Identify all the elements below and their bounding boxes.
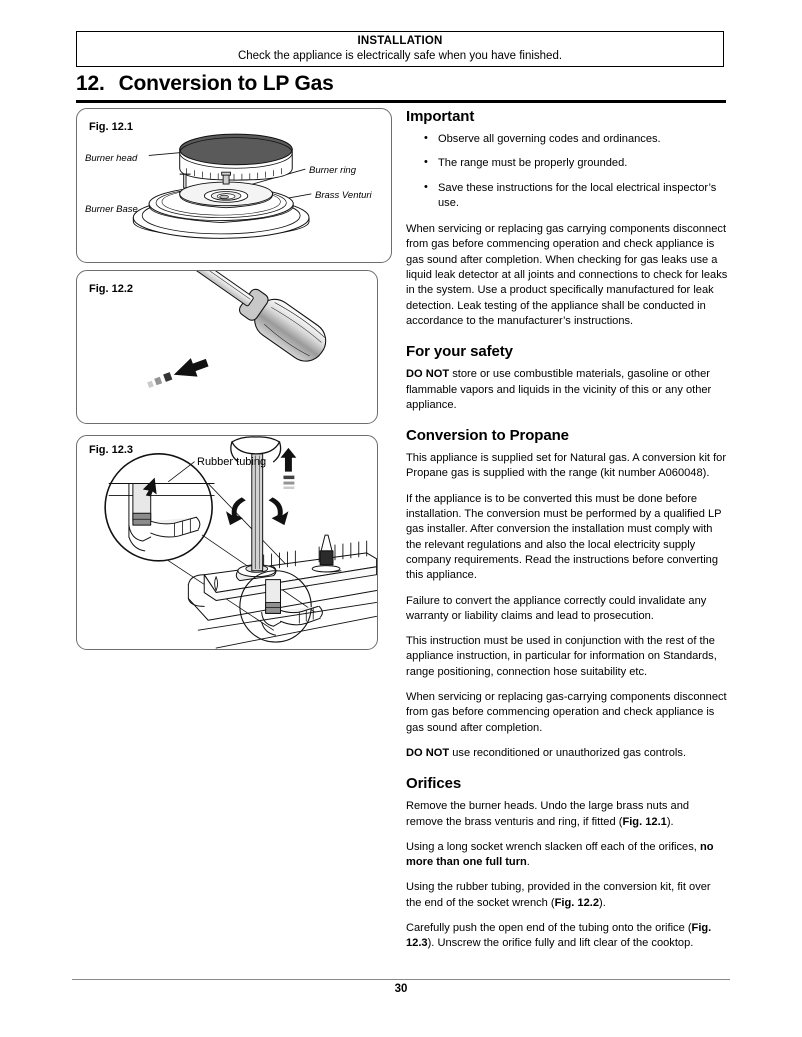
header-subtitle: Check the appliance is electrically safe when you have finished.: [237, 50, 563, 63]
orifices-p1-figref: Fig. 12.1: [622, 815, 667, 828]
callout-burner-ring: Burner ring: [309, 165, 356, 176]
orifices-p2-strong: no more than one full turn: [406, 840, 714, 869]
callout-burner-base: Burner Base: [85, 204, 138, 215]
orifices-paragraph-2: [406, 840, 728, 871]
orifices-p1-text-a: Remove the burner heads. Undo the large brass nuts and remove the brass venturis and ring, if fitted (: [406, 800, 690, 828]
safety-paragraph: [406, 367, 728, 413]
propane-donot-text: use reconditioned or unauthorized gas controls.: [449, 746, 686, 759]
list-item: • The range must be properly grounded.: [426, 156, 728, 171]
orifices-p4-figref: Fig. 12.3: [406, 921, 712, 950]
section-heading: [76, 72, 726, 96]
propane-paragraph: This appliance is supplied set for Natural gas. A conversion kit for Propane gas is supplied with the range (kit number A060048).: [406, 452, 727, 480]
propane-donot-paragraph: [406, 746, 728, 761]
propane-paragraph: When servicing or replacing gas-carrying components disconnect from gas before commencing operation and check appliance is gas sound after completion.: [406, 691, 727, 734]
orifices-p4-text-a: Carefully push the open end of the tubing onto the orifice (: [406, 921, 692, 934]
safety-donot-strong: DO NOT: [406, 368, 450, 381]
installation-header-box: [76, 31, 724, 67]
orifices-paragraph-1: [406, 799, 728, 830]
figure-12-1: [76, 108, 392, 263]
section-number: 12.: [76, 72, 105, 95]
safety-paragraph-text: store or use combustible materials, gasoline or other flammable vapors and liquids in the vicinity of this or any other appliance.: [406, 368, 712, 411]
important-bullet-list: [406, 132, 728, 211]
orifices-p2-text-b: .: [526, 856, 530, 869]
important-paragraph: When servicing or replacing gas carrying components disconnect from gas before commencing operation and check appliance is gas sound after completion. When checking for gas leaks use a liquid leak detector at all joints and connections to check for leaks in the system. Use a product specifically manufactured for leak detection. Leak testing of the appliance shall be conducted in accordance to the manufacturer’s instructions.: [406, 223, 728, 327]
footer-divider: [72, 979, 730, 980]
callout-rubber-tubing: Rubber tubing: [197, 456, 267, 468]
figure-12-3: [76, 435, 378, 650]
figure-12-2-label: Fig. 12.2: [89, 283, 134, 295]
header-title: INSTALLATION: [357, 34, 443, 47]
propane-paragraph: Failure to convert the appliance correctly could invalidate any warranty or liability claims and lead to prosecution.: [406, 594, 707, 622]
orifices-p4-text-b: ). Unscrew the orifice fully and lift clear of the cooktop.: [427, 937, 694, 950]
propane-paragraph: This instruction must be used in conjunction with the rest of the appliance instruction, in particular for information on Standards, range positioning, connection hose suitability etc.: [406, 635, 717, 678]
section-title: Conversion to LP Gas: [118, 72, 334, 95]
orifices-p3-text-a: Using the rubber tubing, provided in the conversion kit, fit over the end of the socket wrench (: [406, 881, 711, 909]
figure-12-3-label: Fig. 12.3: [89, 444, 134, 456]
orifices-p2-text-a: Using a long socket wrench slacken off each of the orifices,: [406, 840, 700, 853]
heading-important: Important: [406, 108, 475, 125]
heading-orifices: Orifices: [406, 775, 462, 793]
orifices-paragraph-3: [406, 880, 728, 911]
orifices-p3-text-b: ).: [599, 896, 606, 909]
page-number: 30: [394, 983, 408, 995]
orifices-p1-text-b: ).: [666, 815, 674, 828]
propane-paragraph: If the appliance is to be converted this must be done before installation. The conversion must be performed by a qualified LP gas installer. After conversion the installation must comply with the relevant regulations and also the local electricity supply company requirements. Read the instructions before converting this appliance.: [406, 492, 722, 582]
callout-burner-head: Burner head: [85, 153, 138, 164]
right-text-column: [406, 108, 728, 962]
callout-brass-venturi: Brass Venturi: [315, 190, 372, 201]
list-item: • Save these instructions for the local electrical inspector’s use.: [426, 181, 728, 212]
heading-for-your-safety: For your safety: [406, 343, 513, 361]
section-divider: [76, 100, 726, 103]
heading-conversion-to-propane: Conversion to Propane: [406, 427, 569, 445]
figure-12-2: [76, 270, 378, 424]
propane-donot-strong: DO NOT: [406, 746, 450, 759]
list-item: • Observe all governing codes and ordinances.: [426, 132, 728, 147]
orifices-paragraph-4: [406, 921, 728, 952]
figure-12-1-label: Fig. 12.1: [89, 121, 134, 133]
orifices-p3-figref: Fig. 12.2: [554, 896, 600, 909]
